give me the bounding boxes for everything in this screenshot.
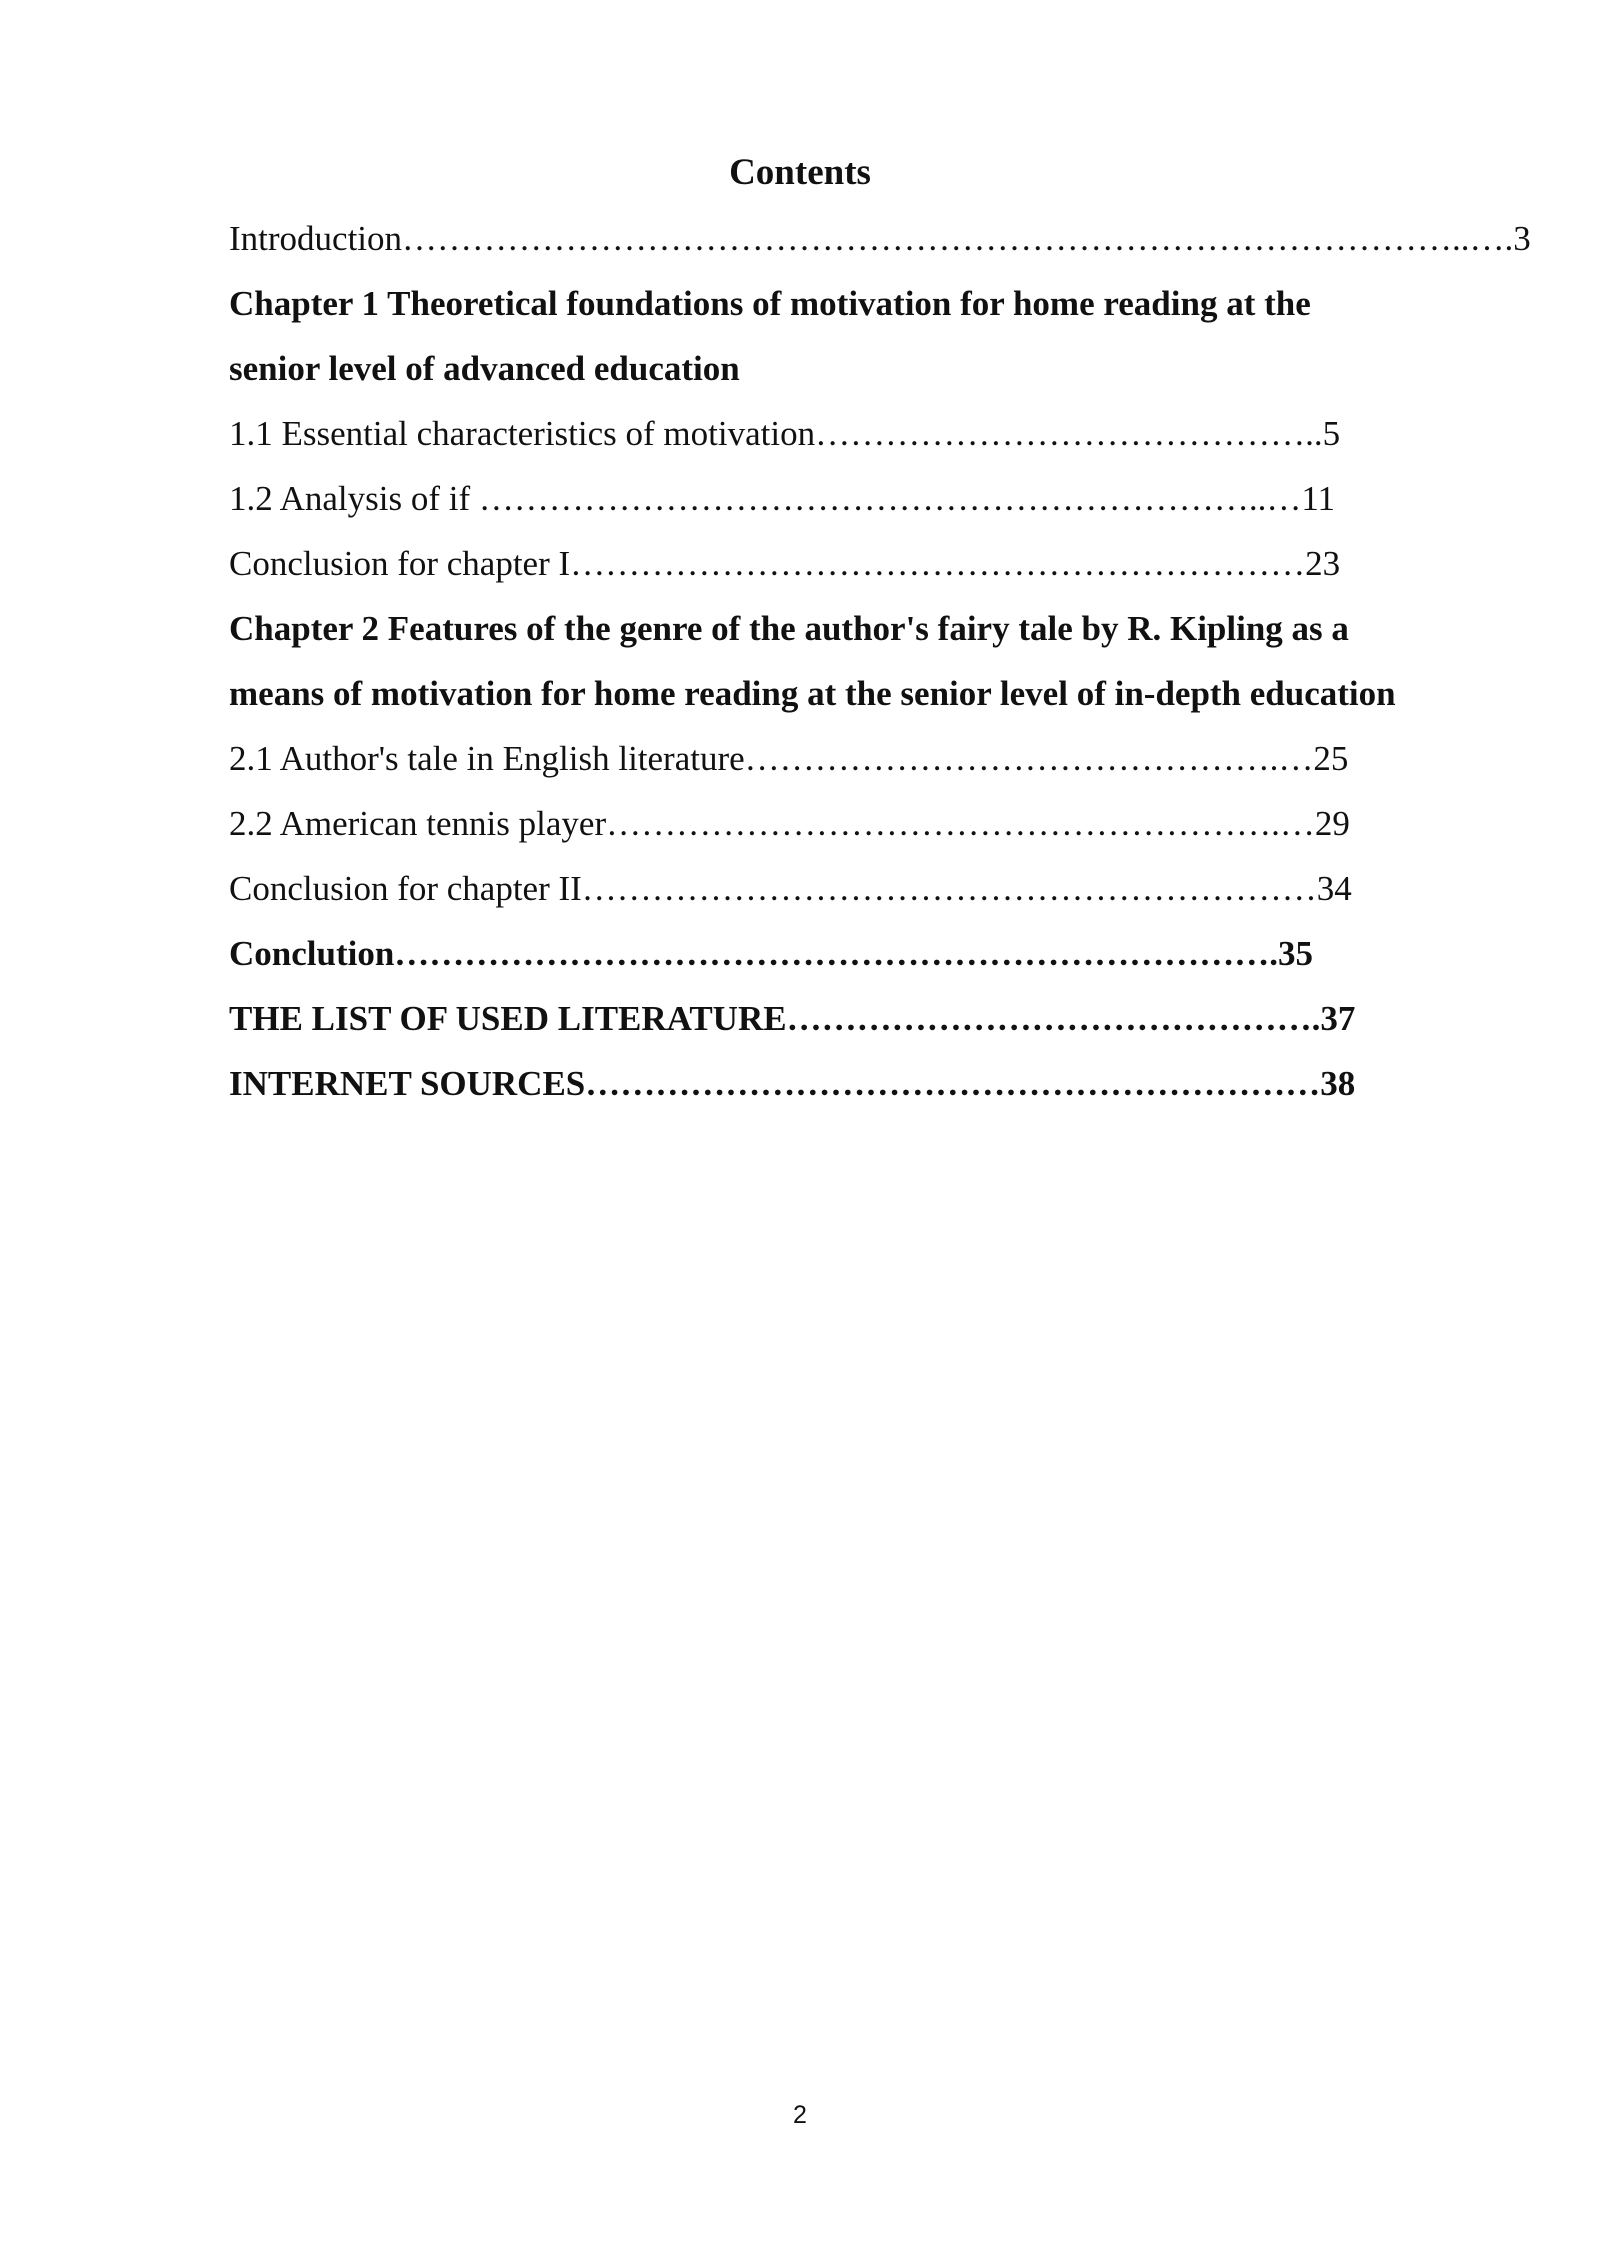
toc-entry-1-2: 1.2 Analysis of if …………………………………………………………..…11 [229,479,1336,518]
toc-chapter-2-heading-continued: means of motivation for home reading at the senior level of in-depth education [229,674,1396,713]
toc-entry-internet-sources: INTERNET SOURCES………………………………………………………38 [229,1064,1356,1103]
toc-entry-introduction: Introduction………………………………………………………………………………..….3 [229,219,1531,258]
toc-entry-2-1: 2.1 Author's tale in English literature……………………………………….…25 [229,739,1349,778]
toc-chapter-1-heading: Chapter 1 Theoretical foundations of motivation for home reading at the [229,284,1311,323]
toc-entry-conclusion-chapter-2: Conclusion for chapter II………………………………………………………34 [229,869,1352,908]
table-of-contents [229,214,1529,1124]
toc-entry-conclution: Conclution………………………………………………………………….35 [229,934,1314,973]
contents-title: Contents [729,152,871,193]
toc-entry-1-1: 1.1 Essential characteristics of motivation……………………………………..5 [229,414,1341,453]
page-number: 2 [793,2101,807,2129]
toc-entry-2-2: 2.2 American tennis player………………………………………………….…29 [229,804,1350,843]
toc-entry-conclusion-chapter-1: Conclusion for chapter I………………………………………………………23 [229,544,1341,583]
toc-chapter-1-heading-continued: senior level of advanced education [229,349,740,388]
toc-entry-literature: THE LIST OF USED LITERATURE……………………………………….37 [229,999,1356,1038]
toc-chapter-2-heading: Chapter 2 Features of the genre of the author's fairy tale by R. Kipling as a [229,609,1349,648]
